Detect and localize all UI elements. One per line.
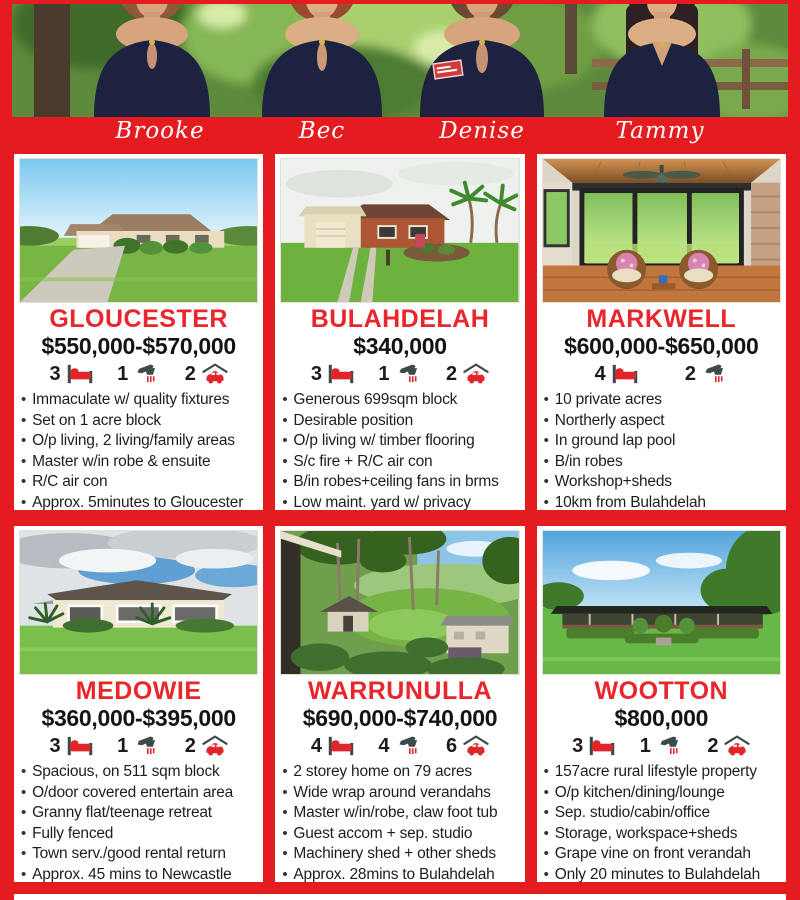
feature-item: • Machinery shed + other sheds [280, 844, 519, 865]
bed-count: 3 [49, 734, 61, 757]
bed-stat [572, 735, 615, 758]
bath-count: 1 [117, 734, 129, 757]
feature-item: • S/c fire + R/C air con [280, 452, 519, 473]
bed-icon [328, 363, 354, 385]
agent-name-brooke: Brooke [115, 118, 205, 144]
feature-item: • 10km from Bulahdelah [542, 493, 781, 513]
listing-stats [280, 359, 519, 389]
feature-item: • Generous 699sqm block [280, 390, 519, 411]
bed-stat [49, 363, 92, 386]
bath-stat [640, 735, 683, 758]
listing-card-warrunulla [273, 524, 526, 884]
feature-item: • Approx. 5minutes to Gloucester [19, 493, 258, 513]
listing-stats [542, 731, 781, 761]
car-count: 6 [446, 734, 458, 757]
car-count: 2 [707, 734, 719, 757]
feature-item: • Grape vine on front verandah [542, 844, 781, 865]
listing-card-markwell [535, 152, 788, 512]
bed-icon [67, 735, 93, 757]
listings-grid [12, 152, 788, 884]
carport-icon [202, 363, 228, 385]
feature-item: • O/p living w/ timber flooring [280, 431, 519, 452]
feature-item: • Only 20 minutes to Bulahdelah [542, 865, 781, 885]
listing-stats [280, 731, 519, 761]
listing-photo [19, 158, 258, 303]
listing-price: $600,000-$650,000 [564, 333, 759, 359]
bed-icon [328, 735, 354, 757]
agent-name-denise: Denise [439, 118, 525, 144]
shower-icon [396, 363, 422, 385]
feature-item: • Granny flat/teenage retreat [19, 803, 258, 824]
bed-stat [595, 363, 638, 386]
agent-name-bar [12, 117, 788, 152]
listing-price: $340,000 [353, 333, 447, 359]
listing-price: $550,000-$570,000 [41, 333, 236, 359]
tree-trunk [34, 4, 70, 117]
listing-card-gloucester [12, 152, 265, 512]
car-stat [185, 363, 228, 386]
wicker-chair [679, 250, 718, 289]
feature-item: • Northerly aspect [542, 411, 781, 432]
feature-list [280, 390, 519, 512]
carport-icon [724, 735, 750, 757]
listing-photo [19, 530, 258, 675]
feature-item: • Sep. studio/cabin/office [542, 803, 781, 824]
carport-icon [463, 363, 489, 385]
agent-name-tammy: Tammy [615, 118, 705, 144]
car-stat [446, 363, 489, 386]
shower-icon [134, 363, 160, 385]
bath-stat [685, 363, 728, 386]
feature-item: • Immaculate w/ quality fixtures [19, 390, 258, 411]
shower-icon [657, 735, 683, 757]
feature-item: • Master w/in robe & ensuite [19, 452, 258, 473]
carport-icon [202, 735, 228, 757]
feature-item: • 2 storey home on 79 acres [280, 762, 519, 783]
feature-item: • Set on 1 acre block [19, 411, 258, 432]
listing-photo [280, 530, 519, 675]
shower-icon [134, 735, 160, 757]
feature-item: • O/door covered entertain area [19, 783, 258, 804]
bed-stat [49, 735, 92, 758]
name-badge [433, 60, 463, 79]
bed-count: 3 [572, 734, 584, 757]
feature-item: • Spacious, on 511 sqm block [19, 762, 258, 783]
bath-count: 1 [378, 362, 390, 385]
feature-item: • Fully fenced [19, 824, 258, 845]
car-stat [707, 735, 750, 758]
feature-item: • Guest accom + sep. studio [280, 824, 519, 845]
feature-item: • 10 private acres [542, 390, 781, 411]
feature-item: • B/in robes+ceiling fans in brms [280, 472, 519, 493]
listing-stats [19, 359, 258, 389]
listing-photo [280, 158, 519, 303]
feature-item: • B/in robes [542, 452, 781, 473]
bath-stat [117, 363, 160, 386]
feature-list [542, 762, 781, 884]
feature-item: • Approx. 45 mins to Newcastle [19, 865, 258, 885]
listing-price: $800,000 [614, 705, 709, 731]
feature-list [542, 390, 781, 512]
feature-item: • O/p living, 2 living/family areas [19, 431, 258, 452]
bed-stat [311, 363, 354, 386]
wicker-chair [607, 250, 646, 289]
bath-count: 1 [117, 362, 129, 385]
feature-item: • Desirable position [280, 411, 519, 432]
listing-price: $360,000-$395,000 [41, 705, 236, 731]
listing-title: MEDOWIE [75, 677, 202, 705]
listing-title: WOOTTON [594, 677, 729, 705]
feature-item: • Approx. 28mins to Bulahdelah [280, 865, 519, 885]
bath-count: 1 [639, 734, 651, 757]
shower-icon [702, 363, 728, 385]
feature-item: • O/p kitchen/dining/lounge [542, 783, 781, 804]
bath-count: 2 [684, 362, 696, 385]
listing-price: $690,000-$740,000 [302, 705, 498, 731]
listing-photo [542, 530, 781, 675]
bath-stat [378, 735, 421, 758]
car-count: 2 [446, 362, 458, 385]
next-section-cropped [12, 892, 788, 900]
feature-item: • R/C air con [19, 472, 258, 493]
feature-item: • Low maint. yard w/ privacy [280, 493, 519, 513]
listing-photo [542, 158, 781, 303]
feature-item: • Wide wrap around verandahs [280, 783, 519, 804]
listing-title: BULAHDELAH [310, 305, 490, 333]
carport-icon [463, 735, 489, 757]
bed-count: 3 [49, 362, 61, 385]
bath-stat [378, 363, 421, 386]
listing-title: WARRUNULLA [307, 677, 493, 705]
feature-list [19, 390, 258, 512]
agent-name-bec: Bec [298, 118, 346, 144]
listing-card-medowie [12, 524, 265, 884]
car-stat [446, 735, 489, 758]
bed-stat [311, 735, 354, 758]
listing-title: GLOUCESTER [49, 305, 228, 333]
feature-item: • Storage, workspace+sheds [542, 824, 781, 845]
listing-card-wootton [535, 524, 788, 884]
feature-item: • In ground lap pool [542, 431, 781, 452]
feature-item: • Workshop+sheds [542, 472, 781, 493]
bath-stat [117, 735, 160, 758]
car-count: 2 [184, 734, 196, 757]
team-photo [12, 4, 788, 117]
bed-count: 4 [594, 362, 606, 385]
listing-card-bulahdelah [273, 152, 526, 512]
feature-list [280, 762, 519, 884]
bed-icon [67, 363, 93, 385]
bed-count: 4 [310, 734, 322, 757]
listing-title: MARKWELL [586, 305, 737, 333]
bed-icon [612, 363, 638, 385]
shower-icon [396, 735, 422, 757]
feature-list [19, 762, 258, 884]
feature-item: • Master w/in/robe, claw foot tub [280, 803, 519, 824]
listing-stats [19, 731, 258, 761]
feature-item: • Town serv./good rental return [19, 844, 258, 865]
bath-count: 4 [378, 734, 390, 757]
car-stat [185, 735, 228, 758]
bed-icon [589, 735, 615, 757]
car-count: 2 [184, 362, 196, 385]
bed-count: 3 [310, 362, 322, 385]
listing-stats [542, 359, 781, 389]
feature-item: • 157acre rural lifestyle property [542, 762, 781, 783]
